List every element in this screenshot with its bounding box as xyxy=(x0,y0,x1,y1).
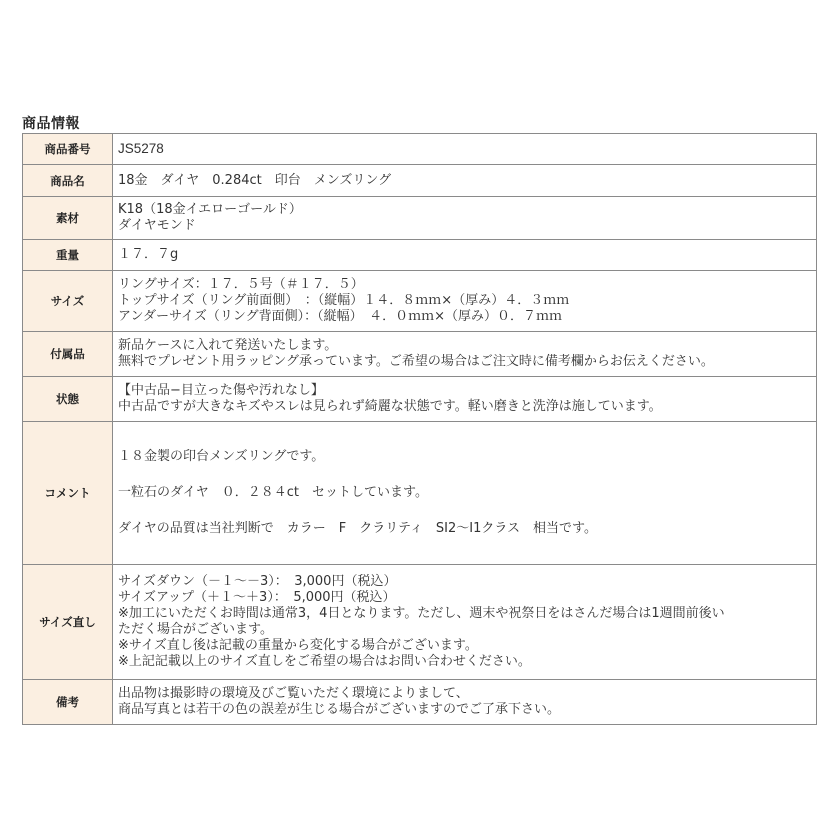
section-title: 商品情報 xyxy=(22,116,80,132)
table-row-size xyxy=(23,271,817,332)
comment-line-1: １８金製の印台メンズリングです。 xyxy=(118,449,325,464)
row-value-comment xyxy=(113,422,817,565)
row-label-remarks: 備考 xyxy=(23,680,113,725)
accessories-line-1: 新品ケースに入れて発送いたします。 xyxy=(118,338,338,353)
table-row-remarks xyxy=(23,680,817,725)
condition-line-2: 中古品ですが大きなキズやスレは見られず綺麗な状態です。軽い磨きと洗浄は施しています。 xyxy=(118,399,662,414)
comment-spacer xyxy=(118,465,812,485)
accessories-line-2: 無料でプレゼント用ラッピング承っています。ご希望の場合はご注文時に備考欄からお伝えください。 xyxy=(118,354,714,369)
table-row-product-name xyxy=(23,165,817,197)
row-label-material: 素材 xyxy=(23,197,113,240)
row-value-resizing xyxy=(113,565,817,680)
row-value-size xyxy=(113,271,817,332)
row-label-weight: 重量 xyxy=(23,240,113,271)
table-row-material xyxy=(23,197,817,240)
row-label-accessories: 付属品 xyxy=(23,332,113,377)
size-line-3: アンダーサイズ（リング背面側）：（縦幅） ４．０ｍｍ×（厚み）０．７ｍｍ xyxy=(118,309,563,324)
row-label-comment: コメント xyxy=(23,422,113,565)
material-line-1: K18（18金イエローゴールド） xyxy=(118,202,302,217)
row-value-material xyxy=(113,197,817,240)
row-label-product-name: 商品名 xyxy=(23,165,113,197)
size-line-2: トップサイズ（リング前面側） ：（縦幅）１４．８ｍｍ×（厚み）４．３ｍｍ xyxy=(118,293,570,308)
row-label-resizing: サイズ直し xyxy=(23,565,113,680)
comment-line-2: 一粒石のダイヤ ０．２８４ct セットしています。 xyxy=(118,485,428,500)
condition-line-1: 【中古品−目立った傷や汚れなし】 xyxy=(118,383,324,398)
comment-line-3: ダイヤの品質は当社判断で カラー F クラリティ SI2〜I1クラス 相当です。 xyxy=(118,521,597,536)
resizing-line-1: サイズダウン（－１〜－3）： 3,000円（税込） xyxy=(118,574,397,589)
row-value-product-name xyxy=(113,165,817,197)
remarks-line-2: 商品写真とは若干の色の誤差が生じる場合がございますのでご了承下さい。 xyxy=(118,702,561,717)
table-row-weight xyxy=(23,240,817,271)
row-label-condition: 状態 xyxy=(23,377,113,422)
table-row-condition xyxy=(23,377,817,422)
row-label-size: サイズ xyxy=(23,271,113,332)
row-value-accessories xyxy=(113,332,817,377)
table-row-accessories xyxy=(23,332,817,377)
table-row-product-number xyxy=(23,134,817,165)
row-value-product-number xyxy=(113,134,817,165)
product-number-text: JS5278 xyxy=(118,141,164,156)
resizing-line-5: ※サイズ直し後は記載の重量から変化する場合がございます。 xyxy=(118,638,478,653)
row-label-product-number: 商品番号 xyxy=(23,134,113,165)
resizing-line-4: ただく場合がございます。 xyxy=(118,622,273,637)
remarks-line-1: 出品物は撮影時の環境及びご覧いただく環境によりまして、 xyxy=(118,686,469,701)
row-value-weight xyxy=(113,240,817,271)
resizing-line-2: サイズアップ（＋１〜＋3）： 5,000円（税込） xyxy=(118,590,396,605)
comment-spacer xyxy=(118,501,812,521)
row-value-condition xyxy=(113,377,817,422)
table-row-resizing xyxy=(23,565,817,680)
material-line-2: ダイヤモンド xyxy=(118,218,196,233)
resizing-line-3: ※加工にいただくお時間は通常3，4日となります。ただし、週末や祝祭日をはさんだ場合は1週間前後い xyxy=(118,606,725,621)
resizing-line-6: ※上記記載以上のサイズ直しをご希望の場合はお問い合わせください。 xyxy=(118,654,531,669)
weight-text: １７．７g xyxy=(118,247,179,262)
table-row-comment xyxy=(23,422,817,565)
product-info-table xyxy=(22,133,817,725)
row-value-remarks xyxy=(113,680,817,725)
product-name-text: 18金 ダイヤ 0.284ct 印台 メンズリング xyxy=(118,172,392,188)
size-line-1: リングサイズ：１７．５号（＃１７．５） xyxy=(118,277,364,292)
